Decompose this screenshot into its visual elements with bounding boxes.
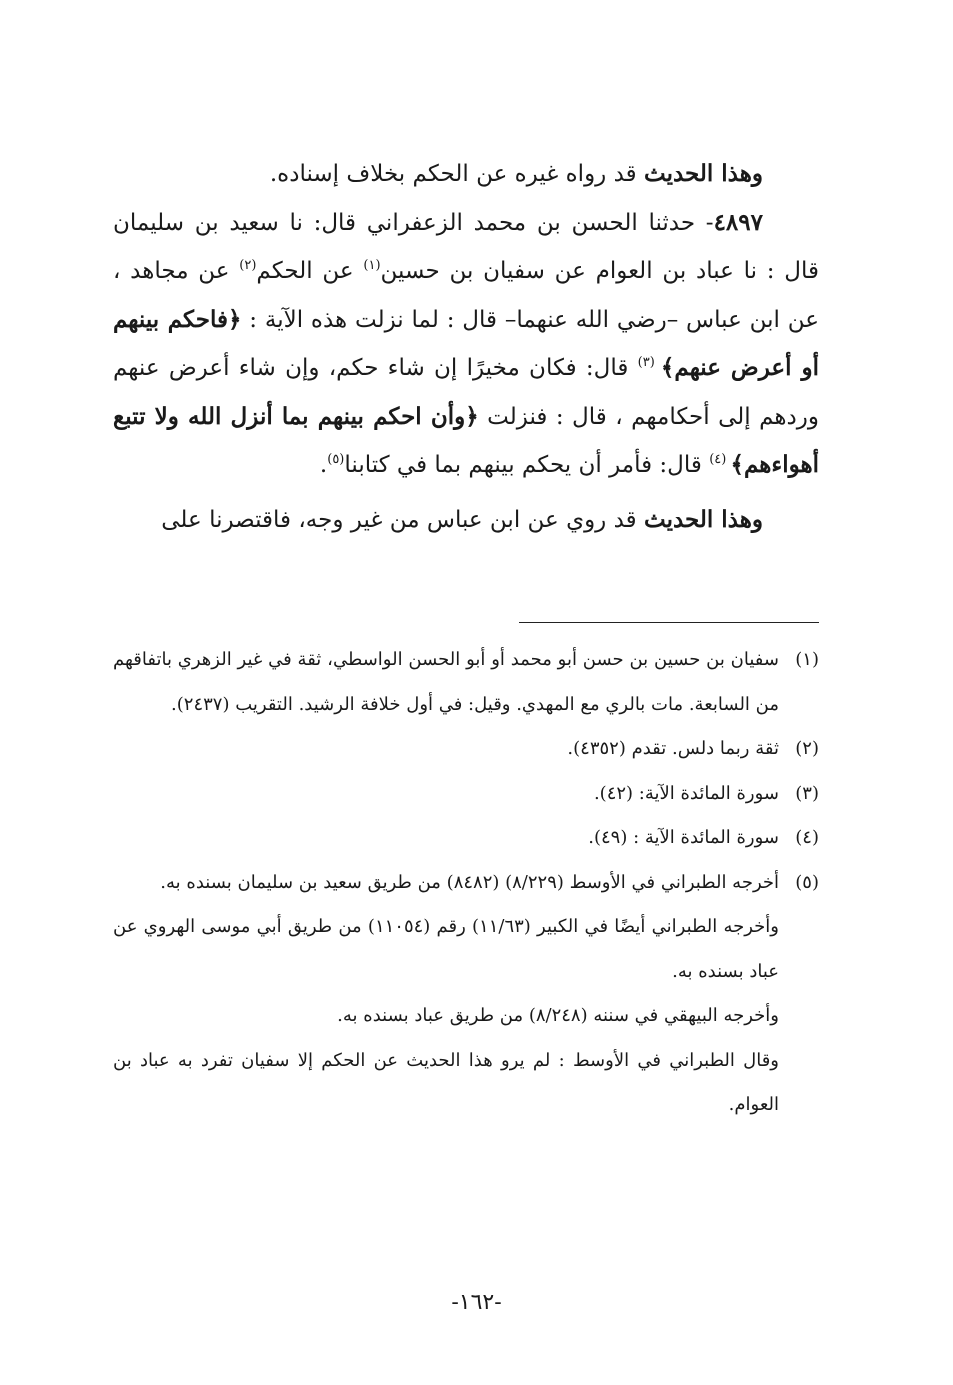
footnotes xyxy=(113,638,819,1128)
footnote-5-continuation: وأخرجه البيهقي في سننه (٨/٢٤٨) من طريق عباد بسنده به. xyxy=(337,1005,779,1026)
page-number: -١٦٢- xyxy=(451,1290,502,1315)
footnote-number: (١) xyxy=(795,649,819,670)
footnote-number: (٢) xyxy=(795,738,819,759)
paragraph-closing: وهذا الحديث قد روي عن ابن عباس من غير وجه، فاقتصرنا على xyxy=(161,505,763,533)
footnote-ref-5: (٥) xyxy=(327,452,345,467)
footnote-separator xyxy=(519,622,819,623)
hadith-number: ٤٨٩٧ xyxy=(713,208,763,236)
footnote-text: سورة المائدة الآية: (٤٢). xyxy=(593,782,779,804)
footnote-number: (٥) xyxy=(795,871,819,893)
footnote-ref-1: (١) xyxy=(363,258,381,273)
footnote-5-continuation: وقال الطبراني في الأوسط : لم يرو هذا الحديث عن الحكم إلا سفيان تفرد به عباد بن العوام. xyxy=(113,1049,779,1115)
footnote-5-continuation: وأخرجه الطبراني أيضًا في الكبير (١١/٦٣) رقم (١١٠٥٤) من طريق أبي موسى الهروي عن عباد بسنده به. xyxy=(113,916,779,982)
footnote-text: سفيان بن حسين بن حسن أبو محمد أو أبو الحسن الواسطي، ثقة في غير الزهري باتفاقهم من السابعة. مات بالري مع المهدي. وقيل: في أول خلافة الرشيد. التقريب (٢٤٣٧). xyxy=(113,649,779,715)
footnote-5 xyxy=(113,861,819,906)
footnote-3 xyxy=(113,772,819,817)
hadith-paragraph: ٤٨٩٧- حدثنا الحسن بن محمد الزعفراني قال: نا سعيد بن سليمان قال : نا عباد بن العوام عن سفيان بن حسين$^{(١)}$ عن الحكم$^{(٢)}$ عن مجاهد ، عن ابن عباس –رضي الله عنهما– قال : لما نزلت هذه الآية : ﴿فاحكم بينهم أو أعرض عنهم﴾ $^{(٣)}$ قال: فكان مخيرًا إن شاء حكم، وإن شاء أعرض عنهم وردهم إلى أحكامهم ، قال : فنزلت ﴿وأن احكم بينهم بما أنزل الله ولا تتبع أهواءهم﴾ $^{(٤)}$ قال: فأمر أن يحكم بينهم بما في كتابنا$^{(٥)}$. xyxy=(113,208,820,478)
footnote-ref-3: (٣) xyxy=(637,355,661,370)
bold-phrase: وهذا الحديث xyxy=(643,160,763,187)
paragraph-intro: وهذا الحديث قد رواه غيره عن الحكم بخلاف إسناده. xyxy=(269,160,763,187)
quran-verse-2: ﴿وأن احكم بينهم بما أنزل الله ولا تتبع أهواءهم﴾ xyxy=(113,402,819,478)
footnote-number: (٤) xyxy=(795,827,819,848)
footnote-ref-4: (٤) xyxy=(709,452,731,467)
footnote-1 xyxy=(113,638,819,727)
footnote-text: ثقة ربما دلس. تقدم (٤٣٥٢). xyxy=(567,738,779,759)
footnote-number: (٣) xyxy=(795,782,819,804)
footnote-text: أخرجه الطبراني في الأوسط (٨/٢٢٩) (٨٤٨٢) من طريق سعيد بن سليمان بسنده به. xyxy=(160,871,779,893)
footnote-2 xyxy=(113,727,819,772)
bold-phrase: وهذا الحديث xyxy=(643,505,763,533)
quran-verse-1: ﴿فاحكم بينهم أو أعرض عنهم﴾ xyxy=(113,305,820,381)
footnote-ref-2: (٢) xyxy=(239,258,257,273)
footnote-4 xyxy=(113,816,819,861)
main-text xyxy=(113,150,819,544)
footnote-text: سورة المائدة الآية : (٤٩). xyxy=(588,827,779,848)
